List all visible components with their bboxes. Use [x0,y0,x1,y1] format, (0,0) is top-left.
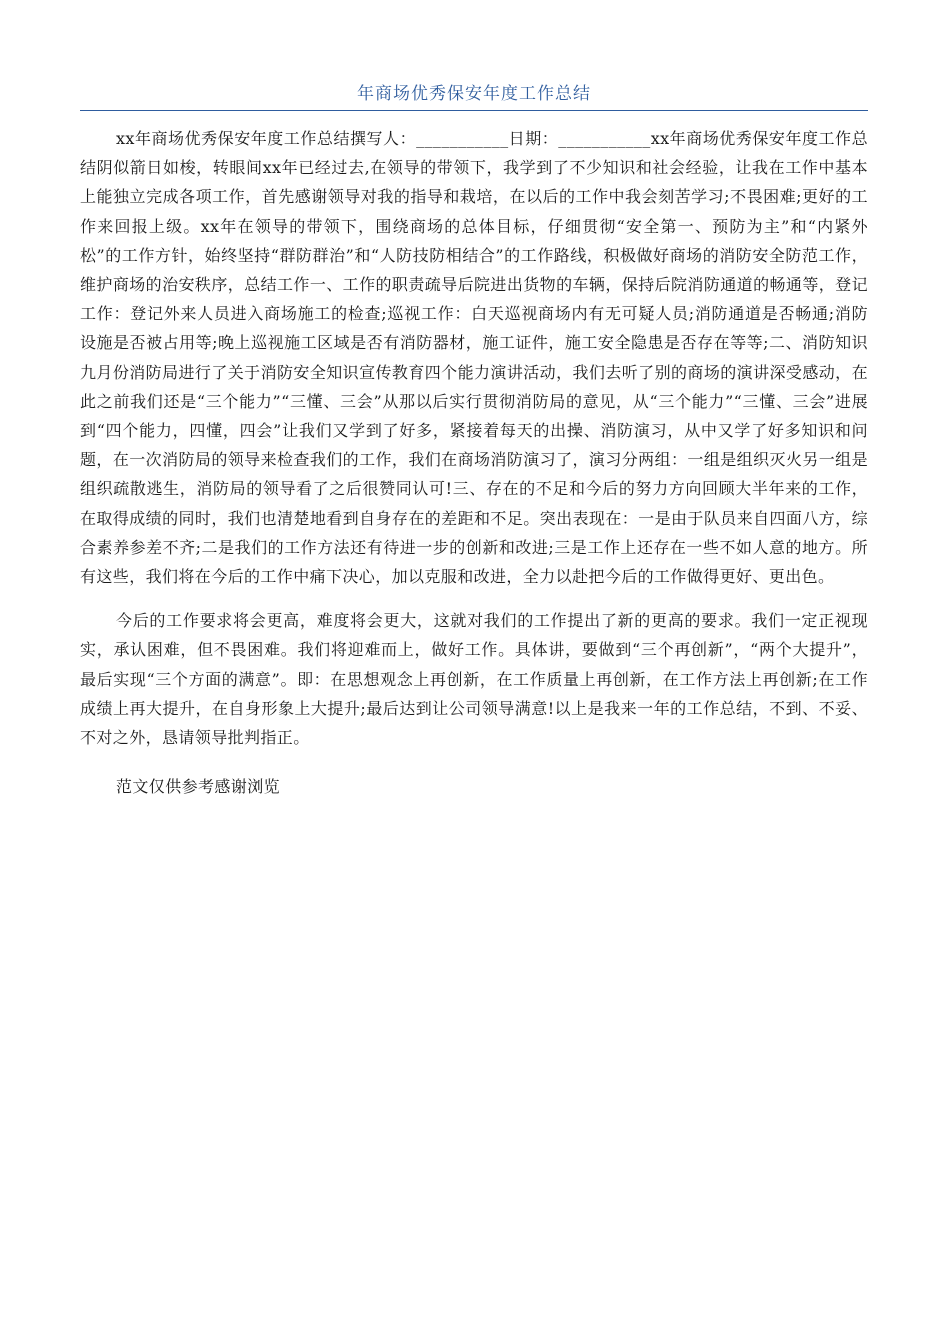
body-paragraph-1: xx年商场优秀保安年度工作总结撰写人：___________日期：___________xx年商场优秀保安年度工作总结阴似箭日如梭，转眼间xx年已经过去,在领导的带领下，我学到了不少知识和社会经验，让我在工作中基本上能独立完成各项工作，首先感谢领导对我的指导和栽培，在以后的工作中我会刻苦学习;不畏困难;更好的工作来回报上级。xx年在领导的带领下，围绕商场的总体目标，仔细贯彻“安全第一、预防为主”和“内紧外松”的工作方针，始终坚持“群防群治”和“人防技防相结合”的工作路线，积极做好商场的消防安全防范工作，维护商场的治安秩序，总结工作一、工作的职责疏导后院进出货物的车辆，保持后院消防通道的畅通等，登记工作：登记外来人员进入商场施工的检查;巡视工作：白天巡视商场内有无可疑人员;消防通道是否畅通;消防设施是否被占用等;晚上巡视施工区域是否有消防器材，施工证件，施工安全隐患是否存在等等;二、消防知识九月份消防局进行了关于消防安全知识宣传教育四个能力演讲活动，我们去听了别的商场的演讲深受感动，在此之前我们还是“三个能力”“三懂、三会”从那以后实行贯彻消防局的意见，从“三个能力”“三懂、三会”进展到“四个能力，四懂，四会”让我们又学到了好多，紧接着每天的出操、消防演习，从中又学了好多知识和问题，在一次消防局的领导来检查我们的工作，我们在商场消防演习了，演习分两组：一组是组织灭火另一组是组织疏散逃生，消防局的领导看了之后很赞同认可!三、存在的不足和今后的努力方向回顾大半年来的工作，在取得成绩的同时，我们也清楚地看到自身存在的差距和不足。突出表现在：一是由于队员来自四面八方，综合素养参差不齐;二是我们的工作方法还有待进一步的创新和改进;三是工作上还存在一些不如人意的地方。所有这些，我们将在今后的工作中痛下决心，加以克服和改进，全力以赴把今后的工作做得更好、更出色。 [80,129,868,587]
body-paragraph-2: 今后的工作要求将会更高，难度将会更大，这就对我们的工作提出了新的更高的要求。我们一定正视现实，承认困难，但不畏困难。我们将迎难而上，做好工作。具体讲，要做到“三个再创新”，“两个大提升”，最后实现“三个方面的满意”。即：在思想观念上再创新，在工作质量上再创新，在工作方法上再创新;在工作成绩上再大提升，在自身形象上大提升;最后达到让公司领导满意!以上是我来一年的工作总结，不到、不妥、不对之外，恳请领导批判指正。 [80,611,868,748]
document-body [80,124,868,801]
document-header [80,82,868,111]
document-title: 年商场优秀保安年度工作总结 [357,84,591,104]
closing-note: 范文仅供参考感谢浏览 [116,777,281,797]
